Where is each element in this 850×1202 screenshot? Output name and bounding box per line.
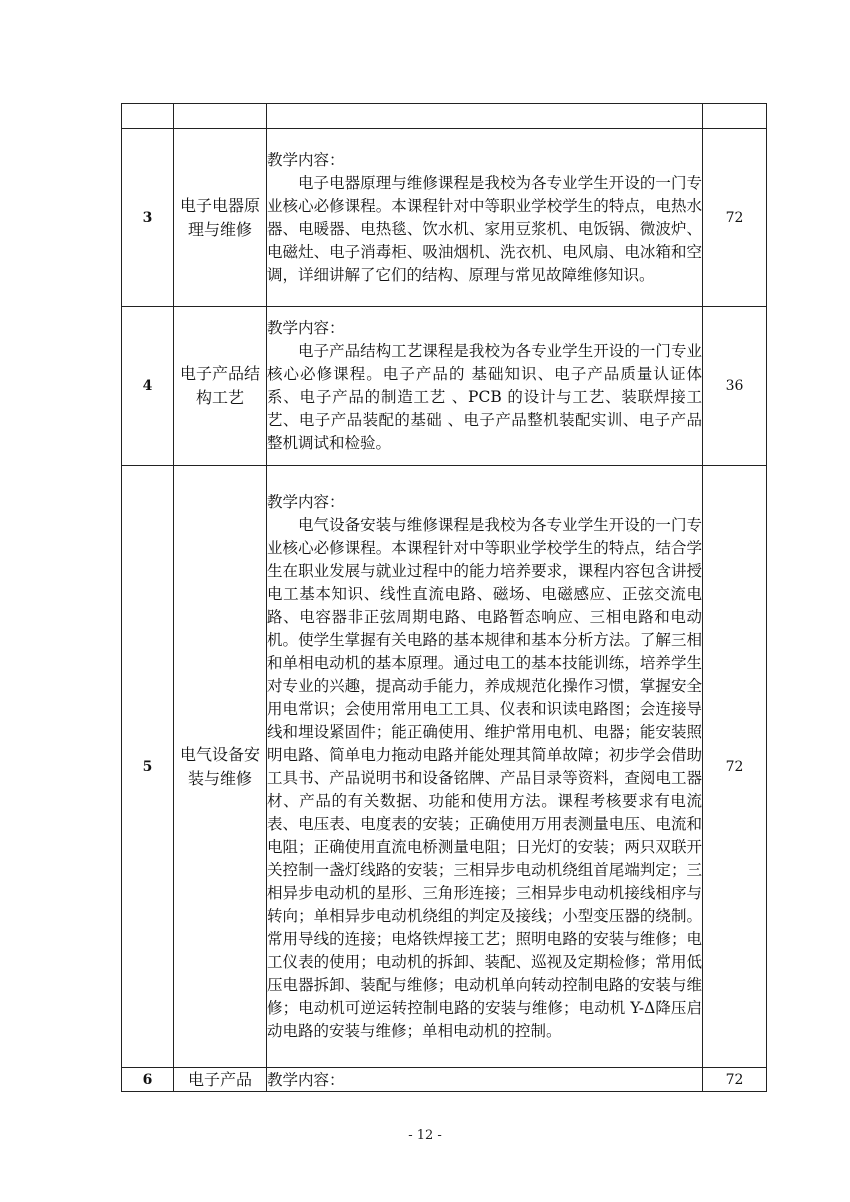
content-label: 教学内容： (267, 319, 345, 337)
content-text: 电子产品结构工艺课程是我校为各专业学生开设的一门专业核心必修课程。电子产品的 基础知识、电子产品质量认证体系、电子产品的制造工艺 、PCB 的设计与工艺、装联焊接工艺、电子产品装配的基础 、电子产品整机装配实训、电子产品整机调试和检验。 (267, 342, 702, 452)
course-name: 电气设备安装与维修 (174, 466, 267, 1068)
row-index (122, 104, 174, 129)
course-hours (703, 104, 767, 129)
table-row (122, 307, 767, 466)
course-content (267, 466, 703, 1068)
table-row (122, 104, 767, 129)
content-label: 教学内容： (267, 150, 345, 169)
row-index: 6 (122, 1068, 174, 1092)
table-row (122, 1068, 767, 1092)
content-text: 电气设备安装与维修课程是我校为各专业学生开设的一门专业核心必修课程。本课程针对中等职业学校学生的特点，结合学生在职业发展与就业过程中的能力培养要求，课程内容包含讲授电工基本知识、线性直流电路、磁场、电磁感应、正弦交流电路、电容器非正弦周期电路、电路暂态响应、三相电路和电动机。使学生掌握有关电路的基本规律和基本分析方法。了解三相和单相电动机的基本原理。通过电工的基本技能训练，培养学生对专业的兴趣，提高动手能力，养成规范化操作习惯，掌握安全用电常识；会使用常用电工工具、仪表和识读电路图；会连接导线和埋设紧固件；能正确使用、维护常用电机、电器；能安装照明电路、简单电力拖动电路并能处理其简单故障；初步学会借助工具书、产品说明书和设备铭牌、产品目录等资料，查阅电工器材、产品的有关数据、功能和使用方法。课程考核要求有电流表、电压表、电度表的安装；正确使用万用表测量电压、电流和电阻；正确使用直流电桥测量电阻；日光灯的安装；两只双联开关控制一盏灯线路的安装；三相异步电动机绕组首尾端判定；三相异步电动机的星形、三角形连接；三相异步电动机接线相序与转向；单相异步电动机绕组的判定及接线；小型变压器的绕制。常用导线的连接；电烙铁焊接工艺；照明电路的安装与维修；电工仪表的使用；电动机的拆卸、装配、巡视及定期检修；常用低压电器拆卸、装配与维修；电动机单向转动控制电路的安装与维修；电动机可逆运转控制电路的安装与维修；电动机 Y-Δ降压启动电路的安装与维修；单相电动机的控制。 (267, 515, 702, 1040)
content-text: 电子电器原理与维修课程是我校为各专业学生开设的一门专业核心必修课程。本课程针对中等职业学校学生的特点，电热水器、电暖器、电热毯、饮水机、家用豆浆机、电饭锅、微波炉、电磁灶、电子消毒柜、吸油烟机、洗衣机、电风扇、电冰箱和空调，详细讲解了它们的结构、原理与常见故障维修知识。 (267, 173, 702, 284)
course-content (267, 129, 703, 307)
course-hours: 72 (703, 466, 767, 1068)
course-content (267, 1068, 703, 1092)
course-name: 电子产品结构工艺 (174, 307, 267, 466)
course-name: 电子产品 (174, 1068, 267, 1092)
content-label: 教学内容： (267, 492, 345, 511)
course-name: 电子电器原理与维修 (174, 129, 267, 307)
row-index: 3 (122, 129, 174, 307)
course-hours: 72 (703, 129, 767, 307)
course-hours: 36 (703, 307, 767, 466)
course-hours: 72 (703, 1068, 767, 1092)
course-content (267, 307, 703, 466)
content-label: 教学内容： (267, 1070, 345, 1089)
course-table (121, 103, 767, 1092)
course-content (267, 104, 703, 129)
course-name (174, 104, 267, 129)
table-row (122, 466, 767, 1068)
row-index: 4 (122, 307, 174, 466)
page-number: - 12 - (408, 1128, 442, 1143)
row-index: 5 (122, 466, 174, 1068)
table-row (122, 129, 767, 307)
